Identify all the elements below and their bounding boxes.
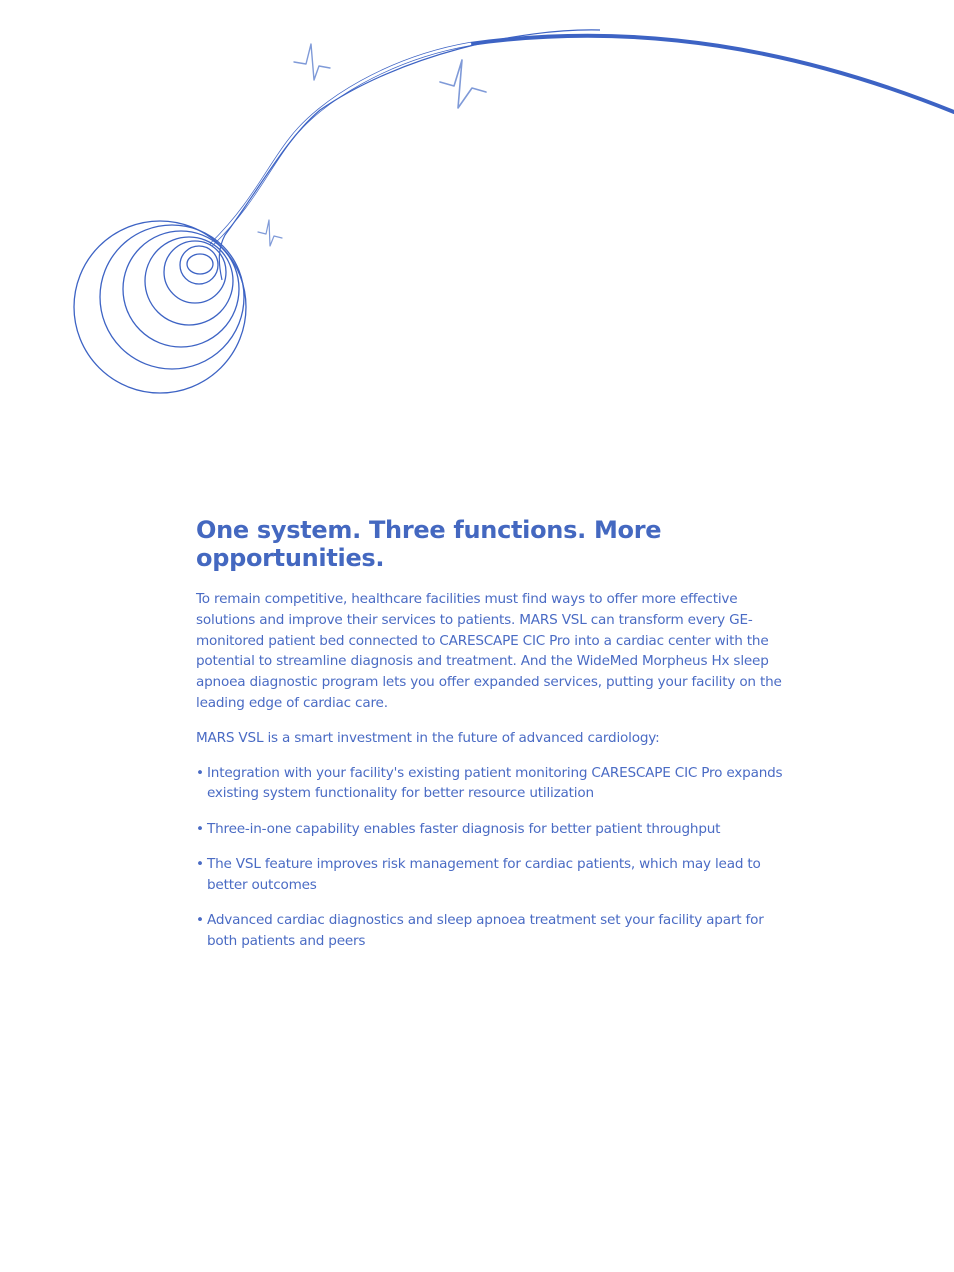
decorative-spiral-illustration <box>0 0 954 460</box>
article-content <box>196 516 786 966</box>
list-item <box>196 819 786 840</box>
sweeping-arc-inner-line <box>219 30 600 280</box>
bullet-icon: • <box>196 764 204 781</box>
intro-paragraph: To remain competitive, healthcare facilities must find ways to offer more effective solutions and improve their services to patients. MARS VSL can transform every GE-monitored patient bed connected to CARESCAPE CIC Pro into a cardiac center with the potential to streamline diagnosis and treatment. And the WideMed Morpheus Hx sleep apnoea diagnostic program lets you offer expanded services, putting your facility on the leading edge of cardiac care. <box>196 591 782 711</box>
spiral-rings <box>74 221 246 393</box>
list-item <box>196 763 786 805</box>
lead-in-paragraph: MARS VSL is a smart investment in the future of advanced cardiology: <box>196 729 660 746</box>
list-item-text: Advanced cardiac diagnostics and sleep apnoea treatment set your facility apart for both patients and peers <box>207 912 764 949</box>
bullet-icon: • <box>196 820 204 837</box>
list-item-text: Integration with your facility's existing patient monitoring CARESCAPE CIC Pro expands existing system functionality for better resource utilization <box>207 764 783 802</box>
sweeping-arc-thin-line <box>212 44 470 244</box>
list-item-text: Three-in-one capability enables faster diagnosis for better patient throughput <box>207 820 721 837</box>
list-item <box>196 910 786 952</box>
list-item-text: The VSL feature improves risk management for cardiac patients, which may lead to better outcomes <box>207 855 761 893</box>
benefits-list <box>196 763 786 952</box>
ring-7 <box>187 254 213 274</box>
ring-2 <box>100 225 244 369</box>
page-title: One system. Three functions. More opportunities. <box>196 516 662 572</box>
heartbeat-icon <box>440 60 486 108</box>
bullet-icon: • <box>196 912 204 929</box>
heartbeat-icon <box>294 44 330 80</box>
list-item <box>196 854 786 896</box>
bullet-icon: • <box>196 855 204 872</box>
heartbeat-icon <box>258 220 282 246</box>
